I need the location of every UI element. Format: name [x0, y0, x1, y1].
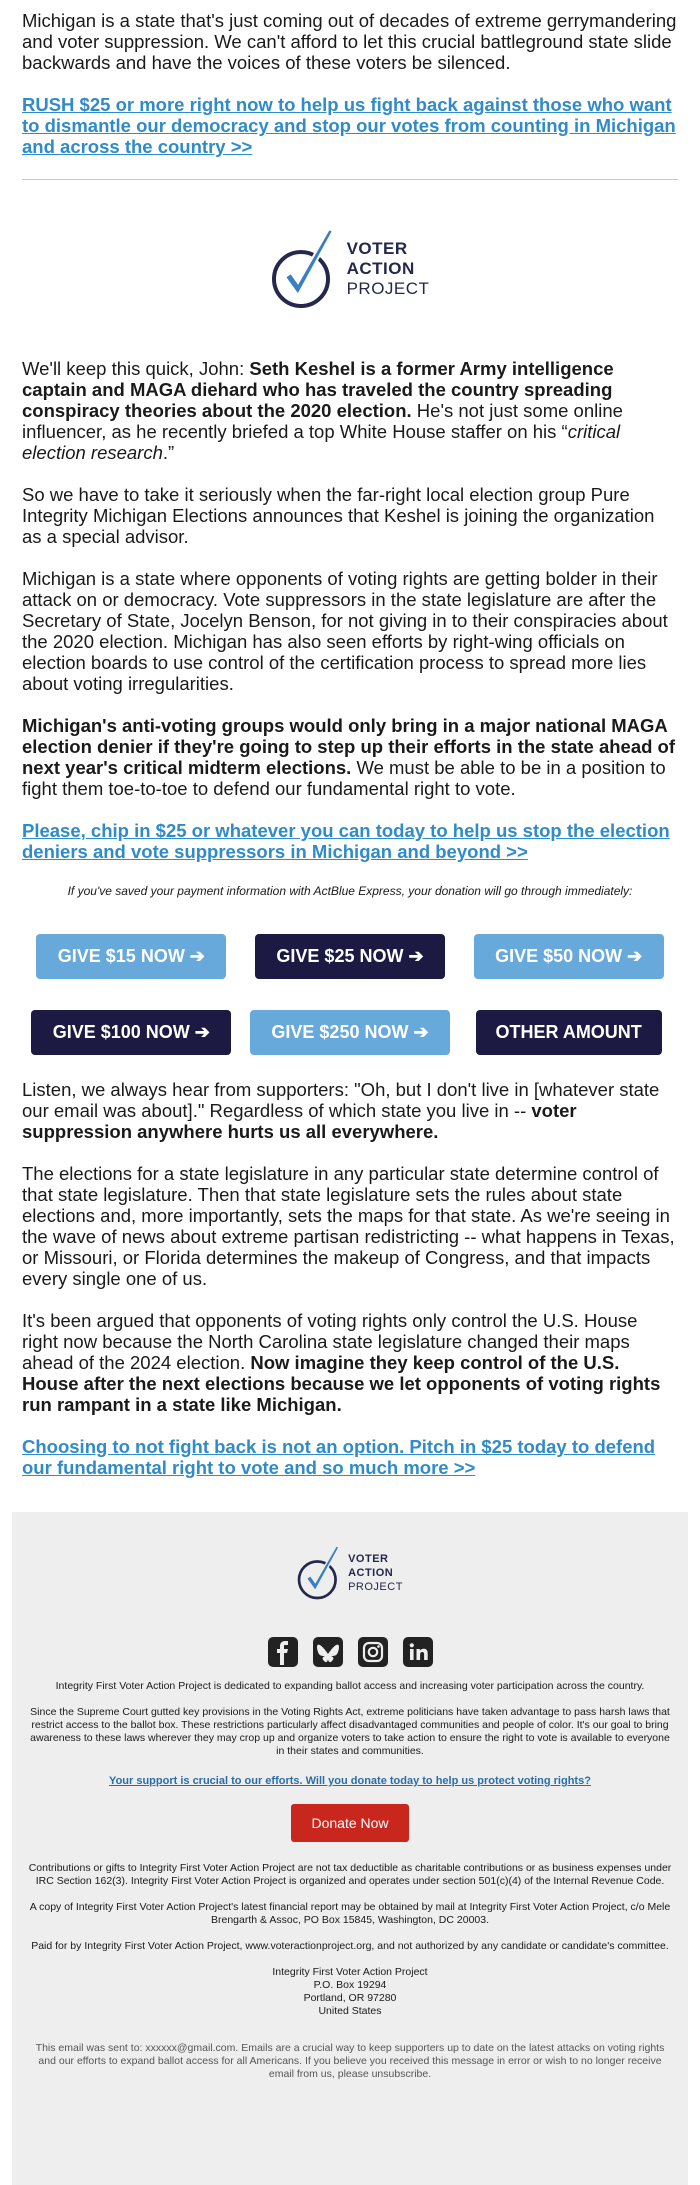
midterm-paragraph [22, 715, 678, 799]
footer-logo-line-2: ACTION [348, 1567, 394, 1579]
linkedin-icon[interactable] [402, 1636, 434, 1668]
house-paragraph [22, 1310, 678, 1415]
p1-text-b: He's not just some online influencer, as he recently briefed a top White House staffer on his “ [22, 400, 623, 442]
legislature-paragraph: The elections for a state legislature in any particular state determine control of that state legislature. Then that state legislature sets the rules about state elections and, more importantly, sets the maps for that state. As we're seeing in the wave of news about extreme partisan redistricting -- what happens in Texas, or Missouri, or Florida determines the makeup of Congress, and that impacts every single one of us. [22, 1163, 675, 1289]
email-sent-notice: This email was sent to: xxxxxx@gmail.com. Emails are a crucial way to keep supporters up to date on the latest attacks on voting rights and our efforts to expand ballot access for all Americans. If you believe you received this message in error or wish to no longer receive email from us, please unsubscribe. [35, 2042, 665, 2080]
keshel-paragraph [22, 358, 678, 463]
p5-bold: voter suppression anywhere hurts us all everywhere. [22, 1100, 577, 1142]
michigan-paragraph: Michigan is a state where opponents of voting rights are getting bolder in their attack on or democracy. Vote suppressors in the state legislature are after the Secretary of State, Jocelyn Benson, for not giving in to their conspiracies about the 2020 election. Michigan has also seen efforts by right-wing officials on election boards to use control of the certification process to spread more lies about voting irregularities. [22, 568, 668, 694]
p1-text-c: .” [162, 442, 175, 463]
intro-paragraph: Michigan is a state that's just coming out of decades of extreme gerrymandering and voter suppression. We can't afford to let this crucial battleground state slide backwards and have the voices of these voters be silenced. [22, 10, 677, 73]
address-line-3: Portland, OR 97280 [303, 1992, 397, 2004]
p5-text: Listen, we always hear from supporters: "Oh, but I don't live in [whatever state our email was about]." Regardless of which state you live in -- [22, 1079, 660, 1121]
give-100-button[interactable]: GIVE $100 NOW ➔ [31, 1010, 231, 1055]
facebook-icon[interactable] [267, 1636, 299, 1668]
p4-rest: We must be able to be in a position to fight them toe-to-toe to defend our fundamental right to vote. [22, 757, 666, 799]
financial-report-text: A copy of Integrity First Voter Action Project's latest financial report may be obtained by mail at Integrity First Voter Action Project, c/o Mele Brengarth & Assoc, PO Box 15845, Washington, DC 20003. [29, 1901, 671, 1926]
footer-logo-text [348, 1552, 403, 1594]
instagram-icon[interactable] [357, 1636, 389, 1668]
logo-line-2: ACTION [346, 259, 415, 278]
checkmark-circle-icon [271, 227, 339, 311]
social-links [26, 1636, 674, 1668]
donate-now-button[interactable]: Donate Now [291, 1804, 409, 1842]
p1-italic: critical election research [22, 421, 621, 463]
p4-bold: Michigan's anti-voting groups would only bring in a major national MAGA election denier if they're going to step up their efforts in the state ahead of next year's critical midterm elections. [22, 715, 676, 778]
supporters-paragraph [22, 1079, 678, 1142]
rush-donate-link[interactable]: RUSH $25 or more right now to help us fight back against those who want to dismantle our democracy and stop our votes from counting in Michigan and across the country >> [22, 94, 676, 157]
mailing-address [26, 1966, 674, 2018]
other-amount-button[interactable]: OTHER AMOUNT [476, 1010, 662, 1055]
p7-bold: Now imagine they keep control of the U.S. House after the next elections because we let opponents of voting rights run rampant in a state like Michigan. [22, 1352, 661, 1415]
p1-bold: Seth Keshel is a former Army intelligence captain and MAGA diehard who has traveled the country spreading conspiracy theories about the 2020 election. [22, 358, 614, 421]
checkmark-circle-icon [297, 1544, 343, 1602]
give-15-button[interactable]: GIVE $15 NOW ➔ [36, 934, 226, 979]
p1-text-a: We'll keep this quick, John: [22, 358, 250, 379]
logo-line-3: PROJECT [346, 279, 430, 298]
pitch-in-link[interactable]: Choosing to not fight back is not an option. Pitch in $25 today to defend our fundamental right to vote and so much more >> [22, 1436, 656, 1478]
footer-logo-line-1: VOTER [348, 1553, 389, 1565]
logo-line-1: VOTER [346, 239, 408, 258]
supreme-court-text: Since the Supreme Court gutted key provisions in the Voting Rights Act, extreme politicians have taken advantage to pass harsh laws that restrict access to the ballot box. These restrictions particularly affect disadvantaged communities and people of color. It's our goal to bring awareness to these laws wherever they may crop up and organize voters to take action to ensure the right to vote is available to everyone in their states and communities. [30, 1706, 670, 1757]
actblue-note: If you've saved your payment information with ActBlue Express, your donation will go through immediately: [67, 884, 633, 898]
support-link[interactable]: Your support is crucial to our efforts. Will you donate today to help us protect voting rights? [109, 1775, 591, 1787]
header-logo [22, 180, 678, 358]
address-line-4: United States [318, 2005, 382, 2017]
address-line-1: Integrity First Voter Action Project [272, 1966, 428, 1978]
footer-logo [26, 1544, 674, 1602]
donation-buttons [22, 934, 678, 1055]
footer [12, 1512, 688, 2185]
give-50-button[interactable]: GIVE $50 NOW ➔ [474, 934, 664, 979]
paid-for-text: Paid for by Integrity First Voter Action Project, www.voteractionproject.org, and not authorized by any candidate or candidate's committee. [31, 1940, 669, 1952]
chip-in-link[interactable]: Please, chip in $25 or whatever you can today to help us stop the election deniers and vote suppressors in Michigan and beyond >> [22, 820, 670, 862]
voter-action-project-logo [271, 227, 430, 311]
footer-logo-line-3: PROJECT [348, 1581, 403, 1593]
tax-disclaimer: Contributions or gifts to Integrity First Voter Action Project are not tax deductible as charitable contributions or as business expenses under IRC Section 162(3). Integrity First Voter Action Project is organized and operates under section 501(c)(4) of the Internal Revenue Code. [28, 1862, 672, 1887]
give-25-button[interactable]: GIVE $25 NOW ➔ [255, 934, 445, 979]
advisor-paragraph: So we have to take it seriously when the far-right local election group Pure Integrity Michigan Elections announces that Keshel is joining the organization as a special advisor. [22, 484, 655, 547]
mission-text: Integrity First Voter Action Project is dedicated to expanding ballot access and increasing voter participation across the country. [55, 1680, 645, 1692]
p7-text: It's been argued that opponents of voting rights only control the U.S. House right now because the North Carolina state legislature changed their maps ahead of the 2024 election. [22, 1310, 638, 1373]
give-250-button[interactable]: GIVE $250 NOW ➔ [250, 1010, 450, 1055]
bluesky-icon[interactable] [312, 1636, 344, 1668]
address-line-2: P.O. Box 19294 [313, 1979, 387, 1991]
logo-text [347, 239, 430, 299]
